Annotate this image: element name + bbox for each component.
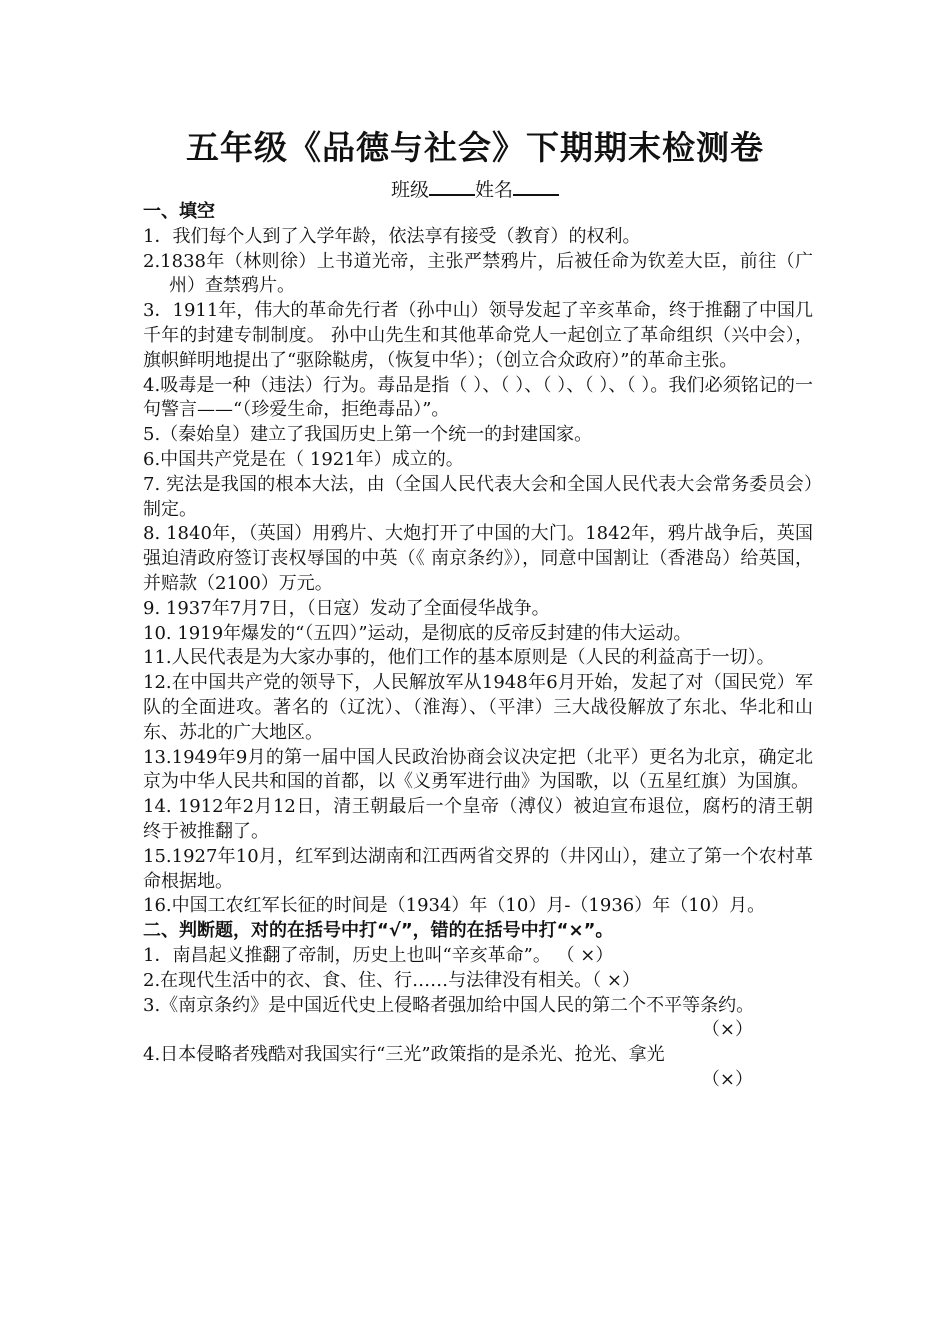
question-item: 4.吸毒是一种（违法）行为。毒品是指（ ）、（ ）、（ ）、（ ）、（ ）。我们必须铭记的一句警言——“（珍爱生命，拒绝毒品）”。 — [143, 374, 813, 421]
section-heading-true-false: 二、判断题，对的在括号中打“√”，错的在括号中打“×”。 — [143, 920, 614, 942]
judgement-item: 1．南昌起义推翻了帝制，历史上也叫“辛亥革命”。 （ ×） — [143, 944, 614, 966]
question-item: 11.人民代表是为大家办事的，他们工作的基本原则是（人民的利益高于一切）。 — [143, 647, 775, 669]
class-label: 班级 — [390, 179, 429, 201]
question-item: 14. 1912年2月12日，清王朝最后一个皇帝（溥仪）被迫宣布退位，腐朽的清王朝终于被推翻了。 — [143, 796, 813, 842]
question-item: 16.中国工农红军长征的时间是（1934）年（10）月-（1936）年（10）月。 — [143, 895, 766, 917]
judgement-answer: （×） — [701, 1068, 753, 1090]
question-item: 10. 1919年爆发的“（五四）”运动，是彻底的反帝反封建的伟大运动。 — [143, 622, 692, 644]
question-item: 9. 1937年7月7日，（日寇）发动了全面侵华战争。 — [143, 597, 550, 619]
page-title: 五年级《品德与社会》下期期末检测卷 — [186, 128, 764, 167]
judgement-answer: （×） — [701, 1019, 753, 1041]
question-item: 8. 1840年，（英国）用鸦片、大炮打开了中国的大门。1842年，鸦片战争后，英国强迫清政府签订丧权辱国的中英（《 南京条约》），同意中国割让（香港岛）给英国，并赔款（2100）万元。 — [143, 523, 813, 594]
exam-content — [143, 200, 813, 1093]
question-item: 7. 宪法是我国的根本大法，由（全国人民代表大会和全国人民代表大会常务委员会）制定。 — [143, 473, 813, 520]
name-label: 姓名 — [475, 179, 514, 201]
judgement-item: 4.日本侵略者残酷对我国实行“三光”政策指的是杀光、抢光、拿光 — [143, 1044, 665, 1066]
question-item: 2.1838年（林则徐）上书道光帝，主张严禁鸦片，后被任命为钦差大臣，前往（广州）查禁鸦片。 — [143, 250, 813, 297]
section-heading-fill-blank: 一、填空 — [143, 201, 215, 222]
question-item: 1．我们每个人到了入学年龄，依法享有接受（教育）的权利。 — [143, 225, 641, 247]
question-item: 15.1927年10月，红军到达湖南和江西两省交界的（井冈山），建立了第一个农村革命根据地。 — [143, 845, 813, 892]
question-item: 6.中国共产党是在（ 1921年）成立的。 — [143, 448, 464, 470]
judgement-item: 2.在现代生活中的衣、食、住、行……与法律没有相关。（ ×） — [143, 969, 640, 991]
question-item: 13.1949年9月的第一届中国人民政治协商会议决定把（北平）更名为北京，确定北京为中华人民共和国的首都，以《义勇军进行曲》为国歌，以（五星红旗）为国旗。 — [143, 746, 813, 793]
question-item: 3．1911年，伟大的革命先行者（孙中山）领导发起了辛亥革命，终于推翻了中国几千年的封建专制制度。 孙中山先生和其他革命党人一起创立了革命组织（兴中会），旗帜鲜明地提出了“驱除鞑虏，（恢复中华）；（创立合众政府）”的革命主张。 — [143, 300, 813, 371]
class-blank — [429, 176, 475, 196]
question-item: 12.在中国共产党的领导下，人民解放军从1948年6月开始，发起了对（国民党）军队的全面进攻。著名的（辽沈）、（淮海）、（平津）三大战役解放了东北、华北和山东、苏北的广大地区。 — [143, 672, 813, 743]
name-blank — [513, 176, 559, 196]
question-item: 5.（秦始皇）建立了我国历史上第一个统一的封建国家。 — [143, 424, 593, 446]
student-info-line — [0, 176, 950, 202]
judgement-item: 3.《南京条约》是中国近代史上侵略者强加给中国人民的第二个不平等条约。 — [143, 994, 755, 1016]
